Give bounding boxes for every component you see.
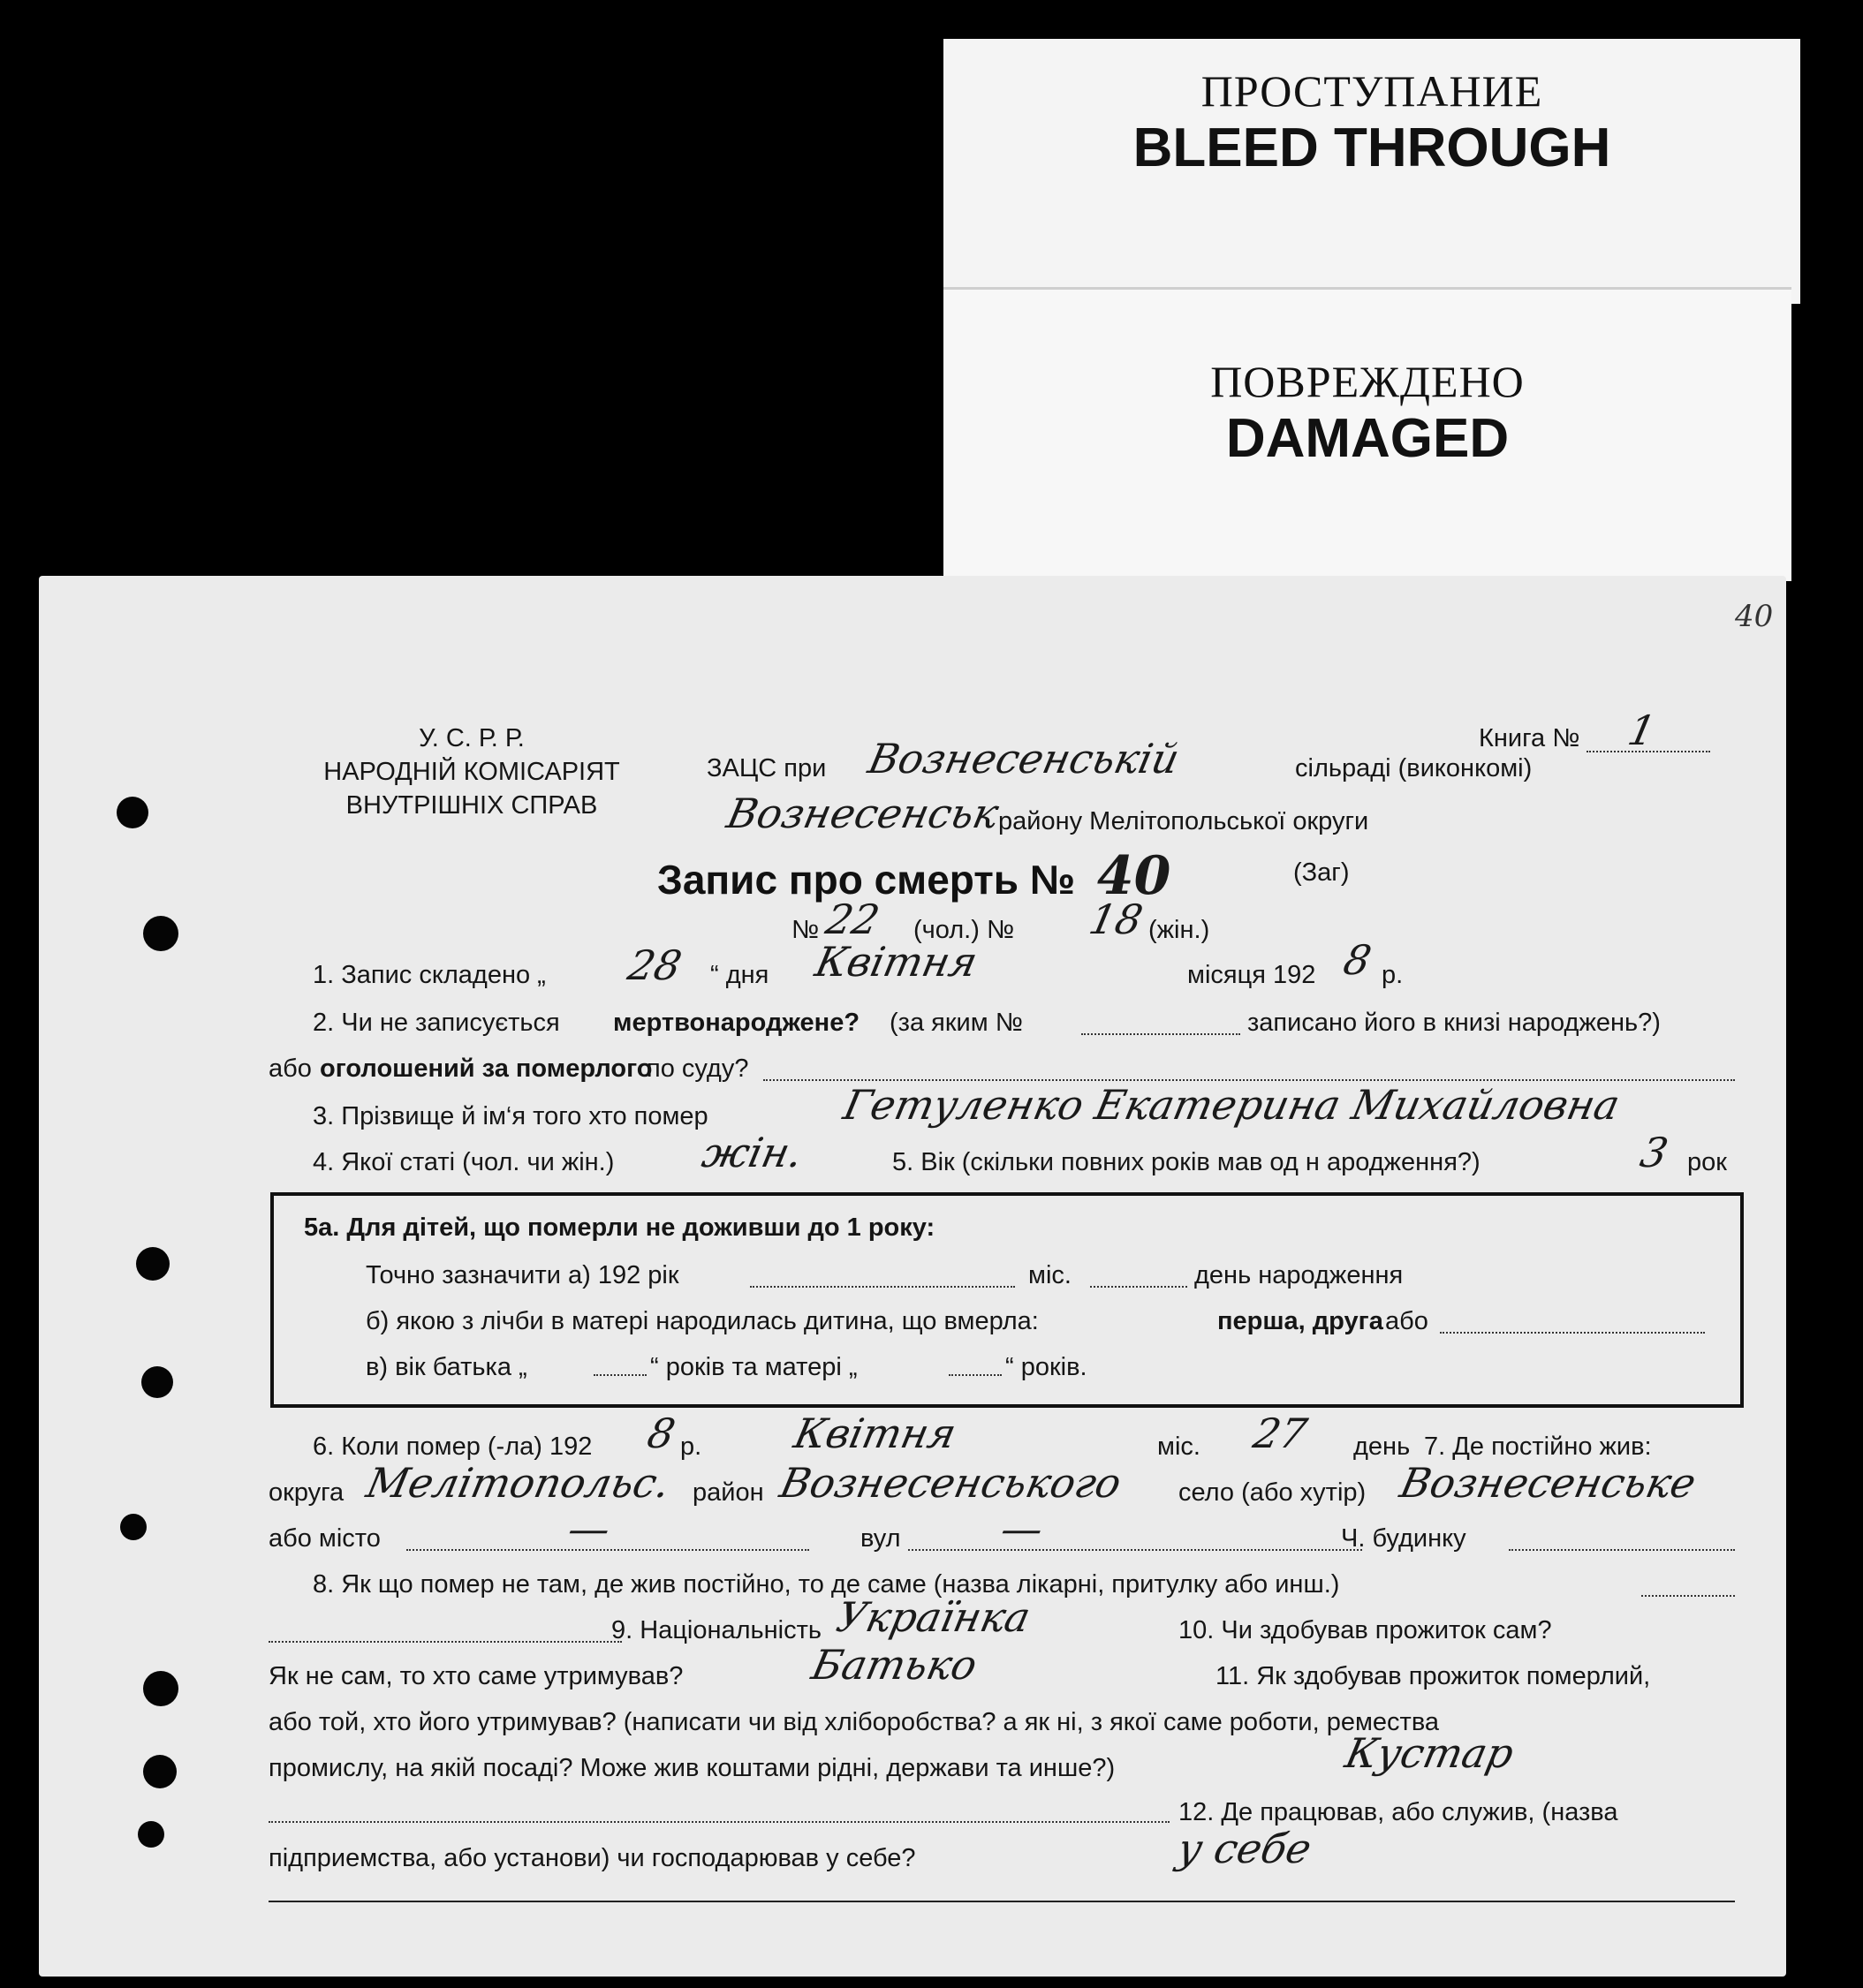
field-8-blank-2 [269,1641,622,1643]
field-2-b: мертвонароджене? [613,1009,860,1037]
field-5-label: 5. Вік (скільки повних років мав од н ародження?) [892,1148,1481,1176]
death-day-label: день [1353,1432,1411,1461]
field-1-day: 28 [624,941,686,989]
workplace-value: у себе [1173,1825,1316,1872]
misto-label: або місто [269,1524,381,1553]
nationality-value: Українка [832,1593,1035,1641]
female-count: 18 [1085,896,1147,943]
death-day: 27 [1249,1410,1312,1457]
field-5a-c2: “ років та матері „ [650,1353,858,1381]
misto-value: — [564,1505,615,1553]
field-2-f: оголошений за померлого [320,1054,653,1083]
zags-label: ЗАЦС при [707,754,827,782]
field-5a-c-father-blank [594,1374,647,1376]
punch-hole [138,1821,164,1848]
bleed-through-ru: ПРОСТУПАНИЕ [1200,66,1543,116]
field-5a-c3: “ років. [1005,1353,1087,1381]
commissariat-line1: НАРОДНІЙ КОМІСАРІЯТ [323,758,620,786]
book-number-line [1587,749,1710,752]
field-12-label: 12. Де працював, або служив, (назва [1178,1798,1618,1826]
budynok-blank [1509,1549,1735,1551]
field-5a-b: б) якою з лічби в матері народилась дитина, що вмерла: [366,1307,1039,1335]
field-5a-a-day: день народження [1194,1261,1404,1289]
bleed-through-en: BLEED THROUGH [1132,117,1611,178]
field-11-label: 11. Як здобував прожиток померлий, [1215,1662,1651,1690]
male-count: 22 [822,896,884,943]
field-1-label: 1. Запис складено „ [313,961,546,989]
field-11-line2: або той, хто його утримував? (написати чи від хліборобства? а як ні, з якої саме роботи, ремества [269,1708,1440,1736]
field-5a-a: Точно зазначити а) 192 рік [366,1261,679,1289]
field-3-label: 3. Прізвище й ім‘я того хто помер [313,1102,708,1130]
field-12-rule [269,1901,1735,1902]
page-number: 40 [1735,599,1774,634]
field-7-label: 7. Де постійно жив: [1424,1432,1652,1461]
field-5a-mis-blank [1090,1286,1187,1288]
republic-label: У. С. Р. Р. [419,724,525,752]
bleed-through-notice [943,39,1800,304]
punch-hole [143,1671,178,1706]
record-title-suffix: (Заг) [1293,858,1350,887]
field-1-year: 8 [1339,936,1376,984]
record-number: 40 [1096,845,1171,907]
age-suffix: рок [1687,1148,1727,1176]
commissariat-line2: ВНУТРІШНІХ СПРАВ [345,791,598,820]
punch-hole [117,797,148,828]
council-label: сільраді (виконкомі) [1295,754,1533,782]
damaged-en: DAMAGED [1225,408,1510,469]
supported-label: Як не сам, то хто саме утримував? [269,1662,684,1690]
field-5a-title: 5а. Для дітей, що померли не доживши до 1 року: [304,1213,935,1242]
field-2-c: (за яким № [890,1009,1023,1037]
death-record-sheet [39,576,1786,1977]
book-number: 1 [1624,707,1661,754]
field-5a-b-bold: перша, друга [1217,1307,1383,1335]
field-1-month-label: місяця 192 [1187,961,1316,989]
punch-hole [143,916,178,951]
selo-value: Вознесенське [1396,1459,1700,1507]
field-8-label: 8. Як що помер не там, де жив постійно, то де саме (назва лікарні, притулку або инш.) [313,1570,1340,1599]
selo-label: село (або хутір) [1178,1478,1367,1507]
death-year: 8 [643,1410,680,1457]
vul-blank [908,1549,1362,1551]
field-12-line2: підприемства, або установи) чи господарював у себе? [269,1844,916,1872]
field-2-blank [1081,1033,1240,1035]
book-label: Книга № [1479,724,1580,752]
field-1-day-label: “ дня [710,961,769,989]
record-title-text: Запис про смерть № [657,857,1076,903]
punch-hole [143,1755,177,1788]
punch-hole [141,1366,173,1398]
vul-value: — [996,1505,1048,1553]
female-label: (жін.) [1148,916,1210,944]
supported-value: Батько [807,1641,981,1689]
field-4-label: 4. Якої статі (чол. чи жін.) [313,1148,615,1176]
district-value: Вознесенськ [723,790,1003,837]
punch-hole [120,1514,147,1540]
field-9-label: 9. Національність [611,1616,822,1644]
field-11-blank [269,1821,1170,1823]
issuer-block [269,722,675,822]
district-label: району Мелітопольської округи [998,807,1369,835]
field-8-blank [1641,1595,1735,1597]
raion-value: Вознесенського [776,1459,1126,1507]
field-11-line3: промислу, на якій посаді? Може жив коштами рідні, держави та инше?) [269,1754,1116,1782]
occupation-value: Кустар [1341,1729,1518,1777]
zags-value: Вознесенській [864,735,1184,782]
raion-label: район [693,1478,764,1507]
damaged-notice [943,287,1791,581]
field-1-month: Квітня [811,938,982,986]
field-6-label: 6. Коли помер (-ла) 192 [313,1432,593,1461]
okruha-value: Мелітопольс. [362,1459,675,1507]
field-5a-b-blank [1440,1332,1705,1334]
field-2-a: 2. Чи не записується [313,1009,560,1037]
okruha-label: округа [269,1478,345,1507]
sex-value: жін. [698,1129,807,1176]
male-label: (чол.) № [913,916,1015,944]
field-2-e: або [269,1054,312,1083]
field-2-d: записано його в книзі народжень?) [1247,1009,1661,1037]
no-label: № [791,916,820,944]
damaged-ru: ПОВРЕЖДЕНО [1210,357,1525,406]
budynok-label: Ч. будинку [1341,1524,1466,1553]
misto-blank [406,1549,809,1551]
death-mis-label: міс. [1157,1432,1200,1461]
field-1-year-suffix: р. [1382,961,1404,989]
age-value: 3 [1636,1129,1673,1176]
field-5a-a-blank [750,1286,1015,1288]
vul-label: вул [860,1524,901,1553]
death-month: Квітня [790,1410,961,1457]
field-5a-a-mis: міс. [1028,1261,1072,1289]
death-year-suffix: р. [680,1432,702,1461]
field-2-g: по суду? [647,1054,749,1083]
field-5a-b-end: або [1385,1307,1428,1335]
field-5a-c-mother-blank [949,1374,1002,1376]
field-10-label: 10. Чи здобував прожиток сам? [1178,1616,1552,1644]
field-5a-c1: в) вік батька „ [366,1353,527,1381]
punch-hole [136,1247,170,1281]
deceased-name: Гетуленко Екатерина Михайловна [839,1081,1624,1129]
